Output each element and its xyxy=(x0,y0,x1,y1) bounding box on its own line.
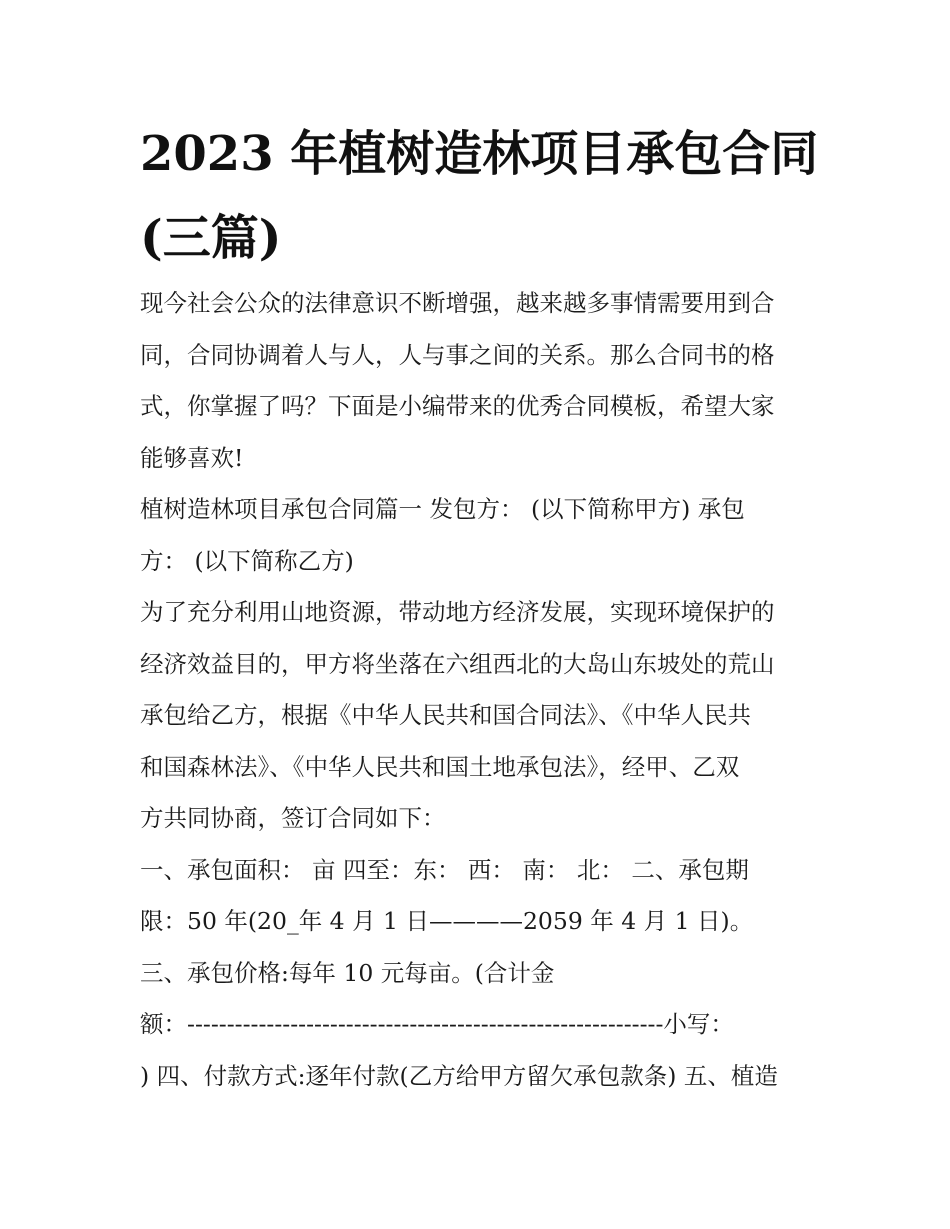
body-line: 一、承包面积： 亩 四至：东： 西： 南： 北： 二、承包期 xyxy=(140,855,749,884)
body-line: 方： (以下简称乙方) xyxy=(140,546,354,575)
body-line: 现今社会公众的法律意识不断增强，越来越多事情需要用到合 xyxy=(140,289,775,317)
body-line: 同，合同协调着人与人，人与事之间的关系。那么合同书的格 xyxy=(140,340,775,369)
body-line: 经济效益目的，甲方将坐落在六组西北的大岛山东坡处的荒山 xyxy=(140,649,775,678)
document-body xyxy=(140,278,820,1102)
body-line: 方共同协商，签订合同如下： xyxy=(140,804,446,832)
body-line: 为了充分利用山地资源，带动地方经济发展，实现环境保护的 xyxy=(140,598,775,626)
body-line: 承包给乙方，根据《中华人民共和国合同法》、《中华人民共 xyxy=(140,701,751,729)
body-line: 式，你掌握了吗？下面是小编带来的优秀合同模板，希望大家 xyxy=(140,392,775,420)
body-line: 植树造林项目承包合同篇一 发包方： (以下简称甲方) 承包 xyxy=(140,495,745,523)
body-line: ) 四、付款方式:逐年付款(乙方给甲方留欠承包款条) 五、植造 xyxy=(140,1061,778,1090)
document-title xyxy=(140,112,820,280)
body-line: 限：50 年(20_年 4 月 1 日————2059 年 4 月 1 日)。 xyxy=(140,907,754,935)
body-line: 和国森林法》、《中华人民共和国土地承包法》，经甲、乙双 xyxy=(140,752,740,781)
body-line: 三、承包价格:每年 10 元每亩。(合计金 xyxy=(140,958,555,987)
title-line-2: (三篇) xyxy=(140,210,282,266)
body-line: 能够喜欢! xyxy=(140,443,244,472)
title-line-1: 2023 年植树造林项目承包合同 xyxy=(140,126,819,182)
body-line: 额：------------------------------------------------------------小写： xyxy=(140,1010,734,1038)
